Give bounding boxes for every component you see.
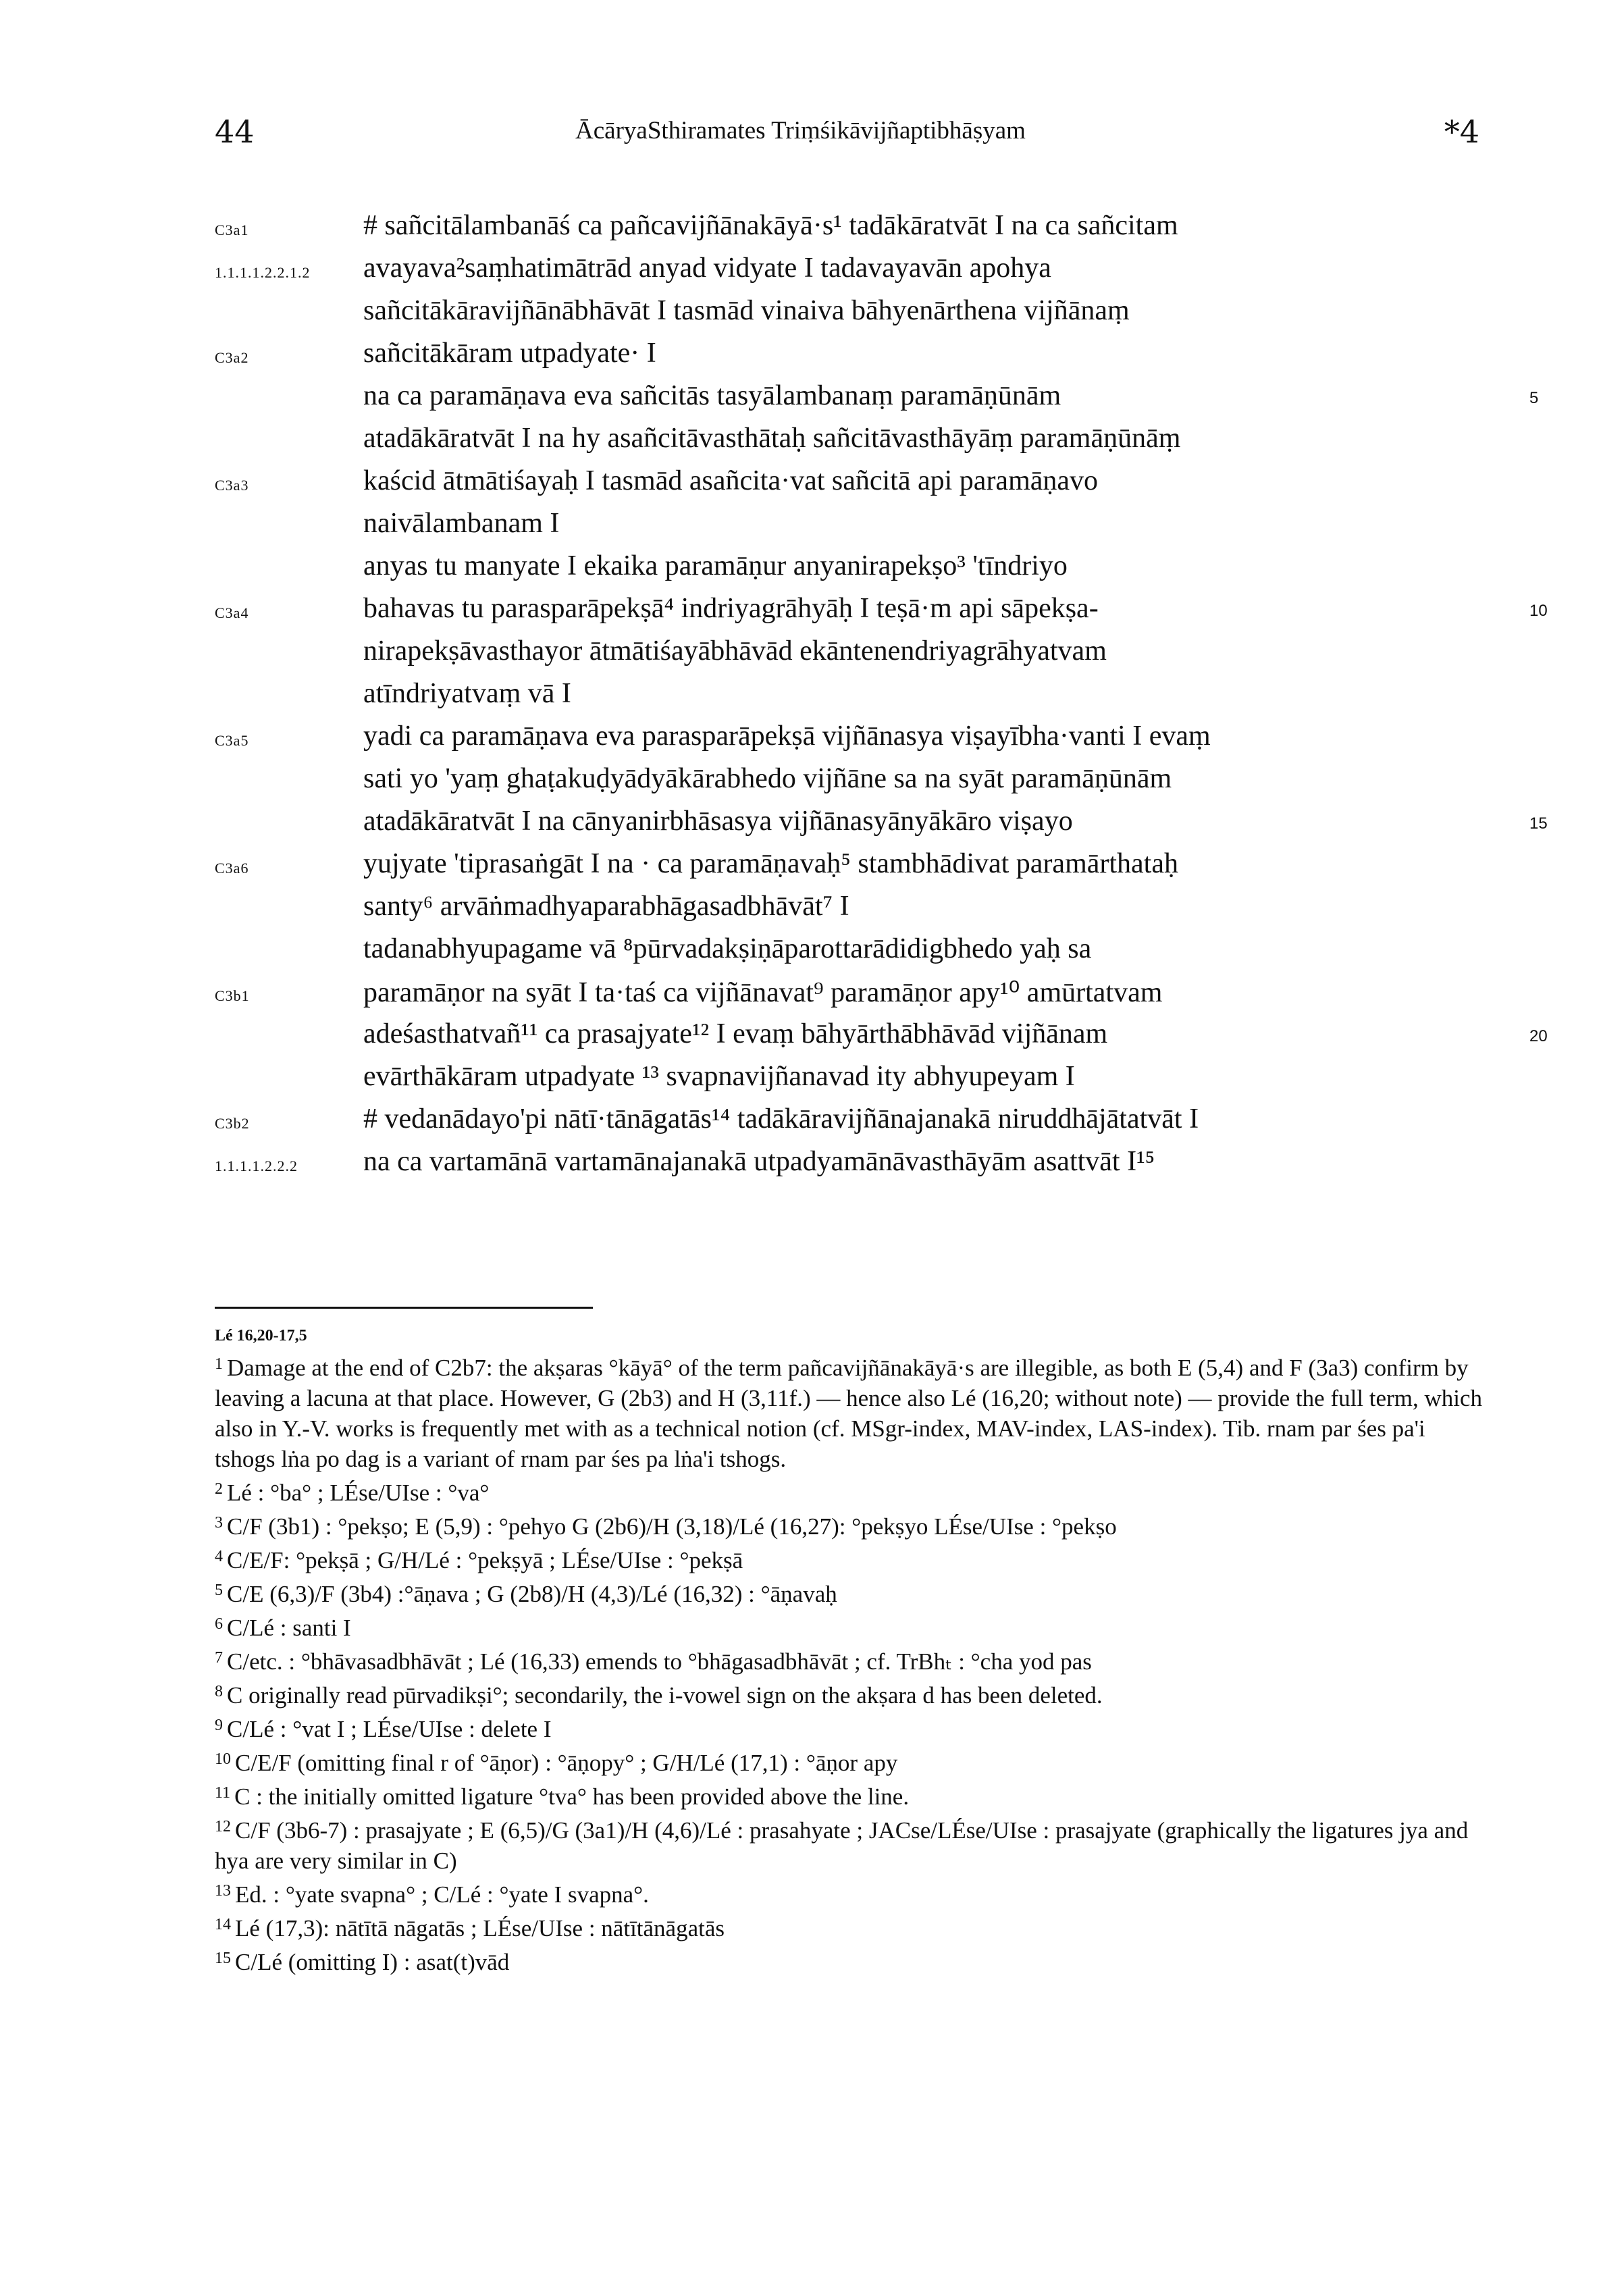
- footnote: [215, 1643, 1484, 1677]
- line-text: evārthākāram utpadyate ¹³ svapnavijñanavad ity abhyupeyam I: [363, 1061, 1075, 1092]
- footnote-number: 12: [215, 1818, 231, 1835]
- text-line: [0, 252, 1601, 292]
- text-line: [0, 890, 1601, 931]
- footnote-number: 8: [215, 1683, 223, 1700]
- line-text: naivālambanam I: [363, 508, 560, 539]
- footnote: [215, 1812, 1484, 1876]
- text-line: [0, 847, 1601, 888]
- footnote-number: 4: [215, 1548, 223, 1565]
- footnote-text: Lé : °ba° ; LÉse/UIse : °va°: [227, 1480, 490, 1506]
- footnote: [215, 1542, 1484, 1575]
- footnote: [215, 1609, 1484, 1643]
- line-text: santy⁶ arvāṅmadhyaparabhāgasadbhāvāt⁷ I: [363, 891, 849, 922]
- page-header: [0, 113, 1601, 161]
- manuscript-ref: 1.1.1.1.2.2.2: [215, 1157, 298, 1174]
- line-text: adeśasthatvañ¹¹ ca prasajyate¹² I evaṃ bāhyārthābhāvād vijñānam: [363, 1018, 1108, 1049]
- footnote: [215, 1508, 1484, 1542]
- text-line: [0, 635, 1601, 675]
- footnote-number: 14: [215, 1916, 231, 1933]
- text-line: [0, 1145, 1601, 1186]
- footnote: [215, 1778, 1484, 1812]
- manuscript-ref: C3b2: [215, 1115, 250, 1132]
- footnote: [215, 1575, 1484, 1609]
- footnotes-header: Lé 16,20-17,5: [215, 1327, 307, 1345]
- text-line: [0, 933, 1601, 973]
- line-text: paramāṇor na syāt I ta·taś ca vijñānavat⁹ paramāṇor apy¹⁰ amūrtatvam: [363, 977, 1163, 1008]
- text-line: [0, 550, 1601, 590]
- footnote: [215, 1677, 1484, 1711]
- line-text: na ca vartamānā vartamānajanakā utpadyamānāvasthāyām asattvāt I¹⁵: [363, 1146, 1155, 1177]
- footnote: [215, 1744, 1484, 1778]
- footnote: [215, 1711, 1484, 1744]
- manuscript-ref: 1.1.1.1.2.2.1.2: [215, 264, 311, 281]
- footnotes: [215, 1327, 1484, 1977]
- page-number: 44: [215, 113, 255, 150]
- line-text: tadanabhyupagame vā ⁸pūrvadakṣiṇāparottarādidigbhedo yaḥ sa: [363, 933, 1092, 964]
- footnote-number: 7: [215, 1649, 223, 1667]
- manuscript-ref: C3a1: [215, 221, 249, 238]
- line-text: na ca paramāṇava eva sañcitās tasyālambanaṃ paramāṇūnām: [363, 380, 1061, 411]
- line-number: 20: [1529, 1027, 1548, 1045]
- line-text: nirapekṣāvasthayor ātmātiśayābhāvād ekāntenendriyagrāhyatvam: [363, 635, 1107, 667]
- text-line: [0, 465, 1601, 505]
- text-line: [0, 380, 1601, 420]
- line-text: # vedanādayo'pi nātī·tānāgatās¹⁴ tadākāravijñānajanakā niruddhājātatvāt I: [363, 1103, 1199, 1134]
- footnote: [215, 1474, 1484, 1508]
- line-text: sañcitākāram utpadyate· I: [363, 338, 656, 369]
- folio-mark: *4: [1444, 113, 1479, 150]
- footnote-text: C/Lé (omitting I) : asat(t)vād: [235, 1949, 510, 1975]
- line-text: anyas tu manyate I ekaika paramāṇur anyanirapekṣo³ 'tīndriyo: [363, 550, 1068, 581]
- line-text: atīndriyatvaṃ vā I: [363, 678, 571, 709]
- line-text: yujyate 'tiprasaṅgāt I na · ca paramāṇavaḥ⁵ stambhādivat paramārthataḥ: [363, 848, 1178, 879]
- footnote: [215, 1349, 1484, 1474]
- text-line: [0, 294, 1601, 335]
- text-line: [0, 677, 1601, 718]
- manuscript-ref: C3a3: [215, 477, 249, 494]
- footnote-text: C/Lé : °vat I ; LÉse/UIse : delete I: [227, 1716, 552, 1742]
- line-text: # sañcitālambanāś ca pañcavijñānakāyā·s¹ tadākāratvāt I na ca sañcitam: [363, 210, 1178, 241]
- manuscript-ref: C3a6: [215, 860, 249, 877]
- text-line: [0, 805, 1601, 845]
- footnote-text: C originally read pūrvadikṣi°; secondarily, the i-vowel sign on the akṣara d has been deleted.: [227, 1682, 1103, 1708]
- manuscript-ref: C3a2: [215, 349, 249, 366]
- running-title: ĀcāryaSthiramates Triṃśikāvijñaptibhāṣyam: [575, 117, 1026, 145]
- text-line: [0, 720, 1601, 760]
- text-line: [0, 762, 1601, 803]
- manuscript-ref: C3b1: [215, 987, 250, 1004]
- text-line: [0, 975, 1601, 1016]
- line-text: avayava²saṃhatimātrād anyad vidyate I tadavayavān apohya: [363, 253, 1051, 284]
- footnote-number: 5: [215, 1582, 223, 1599]
- footnote-text: Damage at the end of C2b7: the akṣaras °kāyā° of the term pañcavijñānakāyā·s are illegible, as both E (5,4) and F (3a3) confirm by leaving a lacuna at that place. However, G (2b3) and H (3,11f.) — hence also Lé (16,20; without note) — provide the full term, which also in Y.-V. works is frequently met with as a technical notion (cf. MSgr-index, MAV-index, LAS-index). Tib. rnam par śes pa'i tshogs lṅa po dag is a variant of rnam par śes pa lṅa'i tshogs.: [215, 1355, 1482, 1472]
- text-line: [0, 422, 1601, 463]
- footnote-text: C/Lé : santi I: [227, 1615, 351, 1641]
- line-text: bahavas tu parasparāpekṣā⁴ indriyagrāhyāḥ I teṣā·m api sāpekṣa-: [363, 593, 1099, 624]
- footnote-number: 9: [215, 1717, 223, 1734]
- footnote: [215, 1943, 1484, 1977]
- footnote-number: 3: [215, 1514, 223, 1532]
- footnote-rule: [215, 1307, 593, 1309]
- footnote-text: C : the initially omitted ligature °tva° has been provided above the line.: [234, 1783, 910, 1810]
- footnote-text: Lé (17,3): nātītā nāgatās ; LÉse/UIse : nātītānāgatās: [235, 1915, 725, 1941]
- footnote-text: C/etc. : °bhāvasadbhāvāt ; Lé (16,33) emends to °bhāgasadbhāvāt ; cf. TrBhₜ : °cha yod pas: [227, 1648, 1092, 1675]
- line-text: atadākāratvāt I na cānyanirbhāsasya vijñānasyānyākāro viṣayo: [363, 806, 1073, 837]
- line-number: 10: [1529, 602, 1548, 620]
- footnote-number: 10: [215, 1750, 231, 1768]
- text-line: [0, 209, 1601, 250]
- footnote-number: 15: [215, 1950, 231, 1967]
- footnote-number: 13: [215, 1882, 231, 1900]
- footnote-number: 2: [215, 1480, 223, 1498]
- footnote-number: 11: [215, 1784, 231, 1802]
- text-line: [0, 1018, 1601, 1058]
- footnote-text: C/F (3b1) : °pekṣo; E (5,9) : °pehyo G (2b6)/H (3,18)/Lé (16,27): °pekṣyo LÉse/UIse : °pekṣo: [227, 1513, 1117, 1540]
- footnote: [215, 1910, 1484, 1943]
- text-line: [0, 337, 1601, 377]
- text-line: [0, 1060, 1601, 1101]
- footnote-text: C/E/F: °pekṣā ; G/H/Lé : °pekṣyā ; LÉse/UIse : °pekṣā: [227, 1547, 743, 1573]
- footnote-number: 1: [215, 1355, 223, 1373]
- footnote-number: 6: [215, 1615, 223, 1633]
- footnote-text: C/E (6,3)/F (3b4) :°āṇava ; G (2b8)/H (4,3)/Lé (16,32) : °āṇavaḥ: [227, 1581, 837, 1607]
- line-text: kaścid ātmātiśayaḥ I tasmād asañcita·vat sañcitā api paramāṇavo: [363, 465, 1099, 496]
- text-line: [0, 592, 1601, 633]
- line-text: sati yo 'yaṃ ghaṭakuḍyādyākārabhedo vijñāne sa na syāt paramāṇūnām: [363, 763, 1172, 794]
- text-line: [0, 1103, 1601, 1143]
- footnote-text: C/E/F (omitting final r of °āṇor) : °āṇopy° ; G/H/Lé (17,1) : °āṇor apy: [235, 1750, 898, 1776]
- line-text: sañcitākāravijñānābhāvāt I tasmād vinaiva bāhyenārthena vijñānaṃ: [363, 295, 1130, 326]
- text-line: [0, 507, 1601, 548]
- manuscript-ref: C3a5: [215, 732, 249, 749]
- line-number: 5: [1529, 389, 1539, 407]
- footnote-text: C/F (3b6-7) : prasajyate ; E (6,5)/G (3a1)/H (4,6)/Lé : prasahyate ; JACse/LÉse/UIse : prasajyate (graphically the ligatures jya and hya are very similar in C): [215, 1817, 1469, 1874]
- line-number: 15: [1529, 814, 1548, 833]
- line-text: atadākāratvāt I na hy asañcitāvasthātaḥ sañcitāvasthāyāṃ paramāṇūnāṃ: [363, 423, 1181, 454]
- footnote-text: Ed. : °yate svapna° ; C/Lé : °yate I svapna°.: [235, 1881, 649, 1908]
- manuscript-ref: C3a4: [215, 604, 249, 621]
- line-text: yadi ca paramāṇava eva parasparāpekṣā vijñānasya viṣayībha·vanti I evaṃ: [363, 721, 1211, 752]
- footnote: [215, 1876, 1484, 1910]
